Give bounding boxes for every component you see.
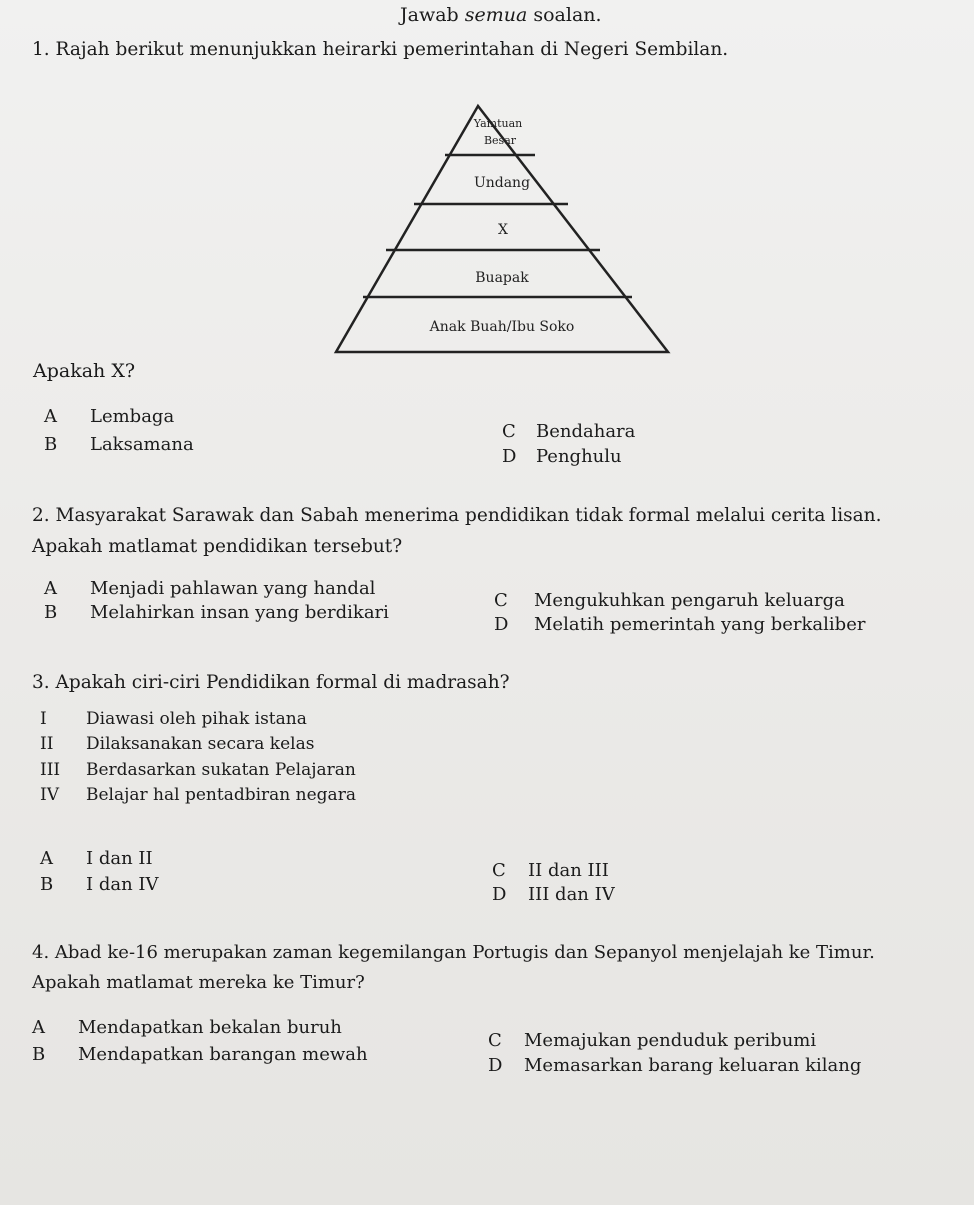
pyramid-level5-label: Anak Buah/Ibu Soko	[429, 319, 575, 335]
q4-option-d: D Memasarkan barang keluaran kilang	[488, 1055, 862, 1076]
pyramid-level1-line2: Besar	[483, 134, 517, 147]
q2-option-a: A Menjadi pahlawan yang handal	[44, 578, 376, 599]
q1-option-b: B Laksamana	[44, 434, 194, 455]
q3-option-b: B I dan IV	[40, 874, 159, 895]
instruction-post: soalan.	[527, 4, 602, 26]
q3-stem: 3. Apakah ciri-ciri Pendidikan formal di madrasah?	[32, 672, 510, 693]
pyramid-level2-label: Undang	[473, 175, 531, 191]
instruction-pre: Jawab	[400, 4, 465, 26]
pyramid-level4-label: Buapak	[475, 270, 529, 286]
pyramid-level1-line1: Yamtuan	[473, 117, 523, 130]
pyramid-level3-label: X	[498, 222, 508, 238]
q4-option-a: A Mendapatkan bekalan buruh	[32, 1017, 342, 1038]
q2-question: Apakah matlamat pendidikan tersebut?	[32, 536, 403, 557]
q1-stem: 1. Rajah berikut menunjukkan heirarki pemerintahan di Negeri Sembilan.	[32, 39, 729, 60]
q3-option-c: C II dan III	[492, 860, 609, 881]
q3-statement-4: IV Belajar hal pentadbiran negara	[40, 785, 356, 805]
q3-statement-1: I Diawasi oleh pihak istana	[40, 709, 307, 729]
q1-option-a: A Lembaga	[44, 406, 175, 427]
q3-option-a: A I dan II	[40, 848, 153, 869]
q2-stem: 2. Masyarakat Sarawak dan Sabah menerima pendidikan tidak formal melalui cerita lisan.	[32, 505, 882, 526]
q3-statement-2: II Dilaksanakan secara kelas	[40, 734, 315, 754]
q1-question: Apakah X?	[33, 360, 136, 382]
q3-option-d: D III dan IV	[492, 884, 615, 905]
q2-option-d: D Melatih pemerintah yang berkaliber	[494, 614, 866, 635]
q4-option-b: B Mendapatkan barangan mewah	[32, 1044, 368, 1065]
q2-option-c: C Mengukuhkan pengaruh keluarga	[494, 590, 845, 611]
q3-statement-3: III Berdasarkan sukatan Pelajaran	[40, 760, 356, 780]
q1-option-d: D Penghulu	[502, 446, 622, 467]
instruction-heading	[400, 4, 602, 26]
q4-stem: 4. Abad ke-16 merupakan zaman kegemilangan Portugis dan Sepanyol menjelajah ke Timur.	[32, 942, 875, 963]
hierarchy-pyramid-diagram	[330, 100, 675, 360]
q4-option-c: C Memajukan penduduk peribumi	[488, 1030, 817, 1051]
q4-question: Apakah matlamat mereka ke Timur?	[32, 972, 365, 993]
q2-option-b: B Melahirkan insan yang berdikari	[44, 602, 389, 623]
instruction-handwritten: semua	[464, 4, 528, 26]
q1-option-c: C Bendahara	[502, 421, 636, 442]
